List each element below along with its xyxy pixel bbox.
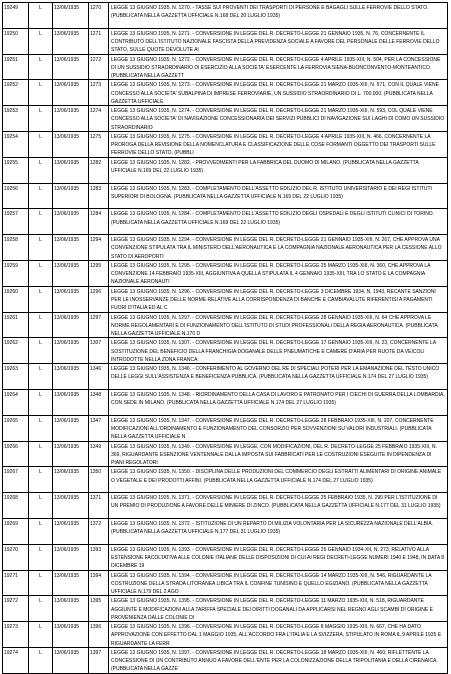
row-type-cell — [29, 596, 53, 621]
row-date: 13/06/1935 — [54, 366, 80, 373]
row-number: 1273 — [90, 82, 102, 89]
row-number-cell — [89, 622, 109, 647]
row-type: L — [39, 495, 42, 502]
table-row — [2, 389, 448, 416]
row-number: 1294 — [90, 237, 102, 244]
row-number: 1295 — [90, 263, 102, 269]
row-title: LEGGE 13 GIUGNO 1935, N. 1396. - CONVERSIONE IN LEGGE DEL R. DECRETO-LEGGE 8 MAGGIO 1935-XIII, N. 667, CHE HA DATO APPROVAZIONE CON EFFETTO DAL 1 MAGGIO 1935, ALL'ACCORDO FRA L'ITALIA E LA SVIZZERA, STIPULATO IN ROMA IL 9 APRILE 1935 E RIGUARDANTE LA FERR — [111, 624, 442, 647]
row-title: LEGGE 13 GIUGNO 1935, N. 1348. - RIORDINAMENTO DELLA CASA DI LAVORO E PATRONATO PER I CIECHI DI GUERRA DELLA LOMBARDIA, CON SEDE IN MILANO. (PUBBLICATA NELLA GAZZETTA UFFICIALE N.174 DEL 27 LUGLIO 1935) — [111, 392, 445, 407]
row-type: L — [39, 82, 42, 89]
row-date-cell — [53, 545, 89, 570]
row-title-cell — [109, 313, 447, 338]
row-id: 19261 — [4, 314, 18, 321]
row-number: 1307 — [90, 340, 102, 347]
row-number-cell — [89, 184, 109, 209]
row-number: 1283 — [90, 185, 102, 192]
row-date: 13/06/1935 — [54, 546, 80, 553]
row-title-cell — [109, 55, 447, 80]
row-number: 1272 — [90, 56, 102, 63]
table-row — [2, 492, 448, 519]
row-number: 1270 — [90, 5, 102, 11]
row-type: L — [39, 598, 42, 605]
row-date-cell — [53, 55, 89, 80]
row-date-cell — [53, 416, 89, 441]
row-id-cell — [3, 622, 29, 647]
row-title: LEGGE 13 GIUGNO 1935, N. 1283. - COMPLETAMENTO DELL'ASSETTO EDILIZIO DEL R. ISTITUTO UNIVERSITARIO E DEI REGI ISTITUTI SUPERIORI DI BOLOGNA. (PUBBLICATA NELLA GAZZETTA UFFICIALE N.169 DEL 22 LUGLIO 1935) — [111, 185, 432, 200]
row-title-cell — [109, 80, 447, 105]
row-type-cell — [29, 416, 53, 441]
row-id-cell — [3, 235, 29, 260]
row-type: L — [39, 392, 42, 398]
row-number-cell — [89, 132, 109, 157]
row-type-cell — [29, 55, 53, 80]
table-row — [2, 544, 448, 571]
row-date: 13/06/1935 — [54, 417, 80, 424]
row-title-cell — [109, 3, 447, 28]
row-number-cell — [89, 313, 109, 338]
row-title-cell — [109, 571, 447, 596]
row-title: LEGGE 13 GIUGNO 1935, N. 1350. - DISCIPLINA DELLE PRODUZIONI DEL COMMERCIO DEGLI ESTRATTI ALIMENTARI DI ORIGINE ANIMALE O VEGETALE E DEI PRODOTTI AFFINI. (PUBBLICATA NELLA GAZZETTA UFFICIALE N.174 DEL 27 LUGLIO 1935) — [111, 469, 442, 484]
row-date: 13/06/1935 — [54, 211, 80, 218]
row-date-cell — [53, 80, 89, 105]
row-date-cell — [53, 338, 89, 363]
row-title-cell — [109, 416, 447, 441]
row-id-cell — [3, 55, 29, 80]
row-title: LEGGE 13 GIUGNO 1935, N. 1393. - CONVERSIONE IN LEGGE DEL R. DECRETO-LEGGE 26 GENNAIO 1934-XII, N. 273, RELATIVO ALLA ESTENSIONE FACOLTATIVA ALLE COLONIE ITALIANE DELLE DISPOSIZIONI DI CUI AI REGI DECRETI-LEGGE NUMERI 1940 E 1948, IN DATA 8 DICEMBRE 19 — [111, 546, 445, 570]
row-type-cell — [29, 235, 53, 260]
row-type-cell — [29, 519, 53, 544]
row-title-cell — [109, 235, 447, 260]
row-type: L — [39, 263, 42, 269]
row-id-cell — [3, 571, 29, 596]
row-date-cell — [53, 184, 89, 209]
row-date: 13/06/1935 — [54, 469, 80, 476]
row-date: 13/06/1935 — [54, 82, 80, 89]
row-date: 13/06/1935 — [54, 340, 80, 347]
row-date: 13/06/1935 — [54, 288, 80, 295]
row-date: 13/06/1935 — [54, 30, 80, 37]
row-date: 13/06/1935 — [54, 185, 80, 192]
row-number-cell — [89, 261, 109, 286]
row-type: L — [39, 572, 42, 579]
row-id: 19250 — [4, 30, 18, 37]
row-date: 13/06/1935 — [54, 392, 80, 398]
row-date: 13/06/1935 — [54, 56, 80, 63]
row-type: L — [39, 237, 42, 244]
row-title: LEGGE 13 GIUGNO 1935, N. 1270. - TASSE SUI PROVENTI DEI TRASPORTI DI PERSONE E BAGAGLI SULLE FERROVIE DELLO STATO. (PUBBLICATA NELLA GAZZETTA UFFICIALE N.168 DEL 20 LUGLIO 1935) — [111, 5, 429, 20]
row-id: 19266 — [4, 443, 18, 450]
table-row — [2, 157, 448, 184]
table-row — [2, 105, 448, 132]
row-title-cell — [109, 106, 447, 131]
row-type: L — [39, 521, 42, 527]
row-id: 19267 — [4, 469, 18, 476]
row-number-cell — [89, 338, 109, 363]
row-date-cell — [53, 390, 89, 415]
row-id-cell — [3, 261, 29, 286]
row-type-cell — [29, 261, 53, 286]
row-date-cell — [53, 261, 89, 286]
row-number-cell — [89, 519, 109, 544]
row-id: 19257 — [4, 211, 18, 218]
row-date-cell — [53, 571, 89, 596]
row-type-cell — [29, 545, 53, 570]
row-number: 1297 — [90, 314, 102, 321]
row-id: 19271 — [4, 572, 18, 579]
row-title-cell — [109, 184, 447, 209]
table-row — [2, 570, 448, 597]
row-id: 19256 — [4, 185, 18, 192]
row-id-cell — [3, 3, 29, 28]
table-row — [2, 441, 448, 468]
row-title: LEGGE 13 GIUGNO 1935, N. 1395. - CONVERSIONE IN LEGGE DEL R. DECRETO-LEGGE 11 MARZO 1935-XIII, N. 518, RIGUARDANTE AGGIUNTE E MODIFICAZIONI ALLA TARIFFA SPECIALE DEI DIRITTI DOGANALI DA APPLICARSI NEL REGNO AGLI SCAMBI DI ORIGINE E PROVENIENZA DALLE COLONIE DI — [111, 598, 433, 621]
row-id: 19270 — [4, 546, 18, 553]
row-title-cell — [109, 209, 447, 234]
row-number: 1282 — [90, 159, 102, 166]
row-number-cell — [89, 596, 109, 621]
row-id-cell — [3, 364, 29, 389]
row-title-cell — [109, 338, 447, 363]
row-id-cell — [3, 493, 29, 518]
row-title-cell — [109, 287, 447, 312]
row-id: 19263 — [4, 366, 18, 373]
row-number-cell — [89, 80, 109, 105]
table-row — [2, 183, 448, 210]
row-id-cell — [3, 287, 29, 312]
row-title-cell — [109, 29, 447, 54]
row-type-cell — [29, 184, 53, 209]
row-type-cell — [29, 390, 53, 415]
row-title: LEGGE 13 GIUGNO 1935, N. 1296. - CONVERSIONE IN LEGGE DEL R. DECRETO-LEGGE 3 DICEMBRE 1934, N. 1943, RECANTE SANZIONI PER LE INOSSERVANZE DELLE NORME RELATIVE ALLA CORRISPONDENZA DI BANCHE E CAMBIAVALUTE RIFERENTISI A PAGAMENTI FUORI D'ITALIA ED AL C — [111, 288, 436, 312]
row-number-cell — [89, 106, 109, 131]
row-date: 13/06/1935 — [54, 263, 80, 269]
row-id-cell — [3, 596, 29, 621]
row-date-cell — [53, 209, 89, 234]
row-type: L — [39, 417, 42, 424]
row-date: 13/06/1935 — [54, 495, 80, 502]
row-id-cell — [3, 519, 29, 544]
row-number: 1348 — [90, 392, 102, 398]
row-id: 19249 — [4, 5, 18, 11]
row-title: LEGGE 13 GIUGNO 1935, N. 1273. - CONVERSIONE IN LEGGE DEL R. DECRETO-LEGGE 21 MARZO 1935-XIII, N. 571, CON IL QUALE VIENE CONCESSO ALLA SOCIETA' SUBALPINA DI IMPRESE FERROVIARIE, UN SUSSIDIO STRAORDINARIO DI L. 700.000. (PUBBLICATA NELLA GAZZETTA UFFICIALE — [111, 82, 439, 105]
table-row — [2, 2, 448, 29]
row-id: 19251 — [4, 56, 18, 63]
row-title: LEGGE 13 GIUGNO 1935, N. 1349. - CONVERSIONE IN LEGGE, CON MODIFICAZIONI, DEL R. DECRETO-LEGGE 25 FEBBRAIO 1935-XIII, N. 369, RIGUARDANTE ESENZIONE VENTENNALE DALLA IMPOSTA SUI FABBRICATI PER LE COSTRUZIONI ESEGUITE IN DIPENDENZA DI PIANI REGOLATORI — [111, 443, 437, 466]
row-id-cell — [3, 80, 29, 105]
table-row — [2, 208, 448, 235]
row-id: 19260 — [4, 288, 18, 295]
row-id-cell — [3, 132, 29, 157]
row-id: 19253 — [4, 108, 18, 115]
row-number: 1271 — [90, 30, 102, 37]
row-type-cell — [29, 29, 53, 54]
row-type-cell — [29, 287, 53, 312]
row-number: 1296 — [90, 288, 102, 295]
row-title: LEGGE 13 GIUGNO 1935, N. 1295. - CONVERSIONE IN LEGGE DEL R. DECRETO-LEGGE 25 MARZO 1935-XIII, N. 360, CHE APPROVA LA CONVENZIONE 14 FEBBRAIO 1935-XIII, AGGIUNTIVA A QUELLA STIPULATA IL 4 GENNAIO 1935-XIII, TRA LO STATO E LA COMPAGNIA NAZIONALE AERONAUTI — [111, 263, 431, 286]
row-title: LEGGE 13 GIUGNO 1935, N. 1346. - CONFERIMENTO AL GOVERNO DEL RE DI SPECIALI POTERI PER LA EMANAZIONE DEL TESTO UNICO DELLE LEGGI SULL'ASSISTENZA E BENEFICENZA PUBBLICA. (PUBBLICATA NELLA GAZZETTA UFFICIALE N.174 DEL 27 LUGLIO 1935) — [111, 366, 440, 381]
row-date-cell — [53, 235, 89, 260]
row-title: LEGGE 13 GIUGNO 1935, N. 1282. - PROVVEDIMENTI PER LA FABBRICA DEL DUOMO DI MILANO. (PUBBLICATA NELLA GAZZETTA UFFICIALE N.169 DEL 22 LUGLIO 1935) — [111, 159, 419, 174]
table-row — [2, 234, 448, 261]
row-id: 19255 — [4, 159, 18, 166]
row-type-cell — [29, 80, 53, 105]
row-id: 19254 — [4, 134, 18, 140]
row-id-cell — [3, 106, 29, 131]
row-id: 19265 — [4, 417, 18, 424]
row-number-cell — [89, 209, 109, 234]
row-type-cell — [29, 467, 53, 492]
row-type: L — [39, 650, 42, 656]
row-type-cell — [29, 364, 53, 389]
row-date: 13/06/1935 — [54, 443, 80, 450]
row-type-cell — [29, 571, 53, 596]
row-number-cell — [89, 467, 109, 492]
table-row — [2, 415, 448, 442]
row-type: L — [39, 366, 42, 373]
row-number: 1350 — [90, 469, 102, 476]
row-title: LEGGE 13 GIUGNO 1935, N. 1394. - CONVERSIONE IN LEGGE DEL R. DECRETO-LEGGE 14 MARZO 1935-XIII, N. 546, RIGUARDANTE LA COSTRUZIONE DELLA STRADA LITORANEA LIBICA TRA IL CONFINE TUNISINO E QUELLO EGIZIANO. (PUBBLICATA NELLA GAZZETTA UFFICIALE N.179 DEL 2 AGO — [111, 572, 432, 595]
row-date-cell — [53, 3, 89, 28]
row-date-cell — [53, 158, 89, 183]
row-number: 1395 — [90, 598, 102, 605]
row-id-cell — [3, 209, 29, 234]
row-number-cell — [89, 390, 109, 415]
row-date: 13/06/1935 — [54, 5, 80, 11]
row-number-cell — [89, 55, 109, 80]
table-row — [2, 131, 448, 158]
row-id: 19274 — [4, 650, 18, 656]
row-title-cell — [109, 519, 447, 544]
row-title-cell — [109, 622, 447, 647]
row-date-cell — [53, 467, 89, 492]
row-id: 19268 — [4, 495, 18, 502]
row-title: LEGGE 13 GIUGNO 1935, N. 1307. - CONVERSIONE IN LEGGE DEL R. DECRETO-LEGGE 17 GENNAIO 1935-XIII, N. 23, CONCERNENTE LA SOSTITUZIONE DEL BENEFICIO DELLA FRANCHIGIA DOGANALE DELLE PNEUMATICHE E CAMERE D'ARIA PER RUOTE DA VEICOLI INTRODOTTE NELLA ZONA FRANCA — [111, 340, 436, 363]
table-row — [2, 337, 448, 364]
row-id: 19273 — [4, 624, 18, 631]
table-row — [2, 286, 448, 313]
row-title: LEGGE 13 GIUGNO 1935, N. 1284. - COMPLETAMENTO DELL'ASSETTO EDILIZIO DEGLI OSPEDALI E DEGLI ISTITUTI CLINICI DI TORINO. (PUBBLICATA NELLA GAZZETTA UFFICIALE N.169 DEL 22 LUGLIO 1935) — [111, 211, 435, 226]
row-type: L — [39, 159, 42, 166]
row-id: 19252 — [4, 82, 18, 89]
row-number-cell — [89, 235, 109, 260]
row-id: 19264 — [4, 392, 18, 398]
row-date-cell — [53, 493, 89, 518]
row-type-cell — [29, 209, 53, 234]
row-title-cell — [109, 545, 447, 570]
row-date: 13/06/1935 — [54, 314, 80, 321]
row-type: L — [39, 288, 42, 295]
row-date: 13/06/1935 — [54, 624, 80, 631]
row-number: 1275 — [90, 134, 102, 140]
row-title: LEGGE 13 GIUGNO 1935, N. 1294. - CONVERSIONE IN LEGGE DEL R. DECRETO-LEGGE 21 GENNAIO 1935-XIII, N. 267, CHE APPROVA UNA CONVENZIONE STIPULATA TRA IL MINISTERO DELL'AERONAUTICA E LA COMPAGNIA NAZIONALE AERONAUTICA PER LA CESSIONE ALLO STATO DI AEROPORTI — [111, 237, 442, 260]
row-type: L — [39, 5, 42, 11]
row-number-cell — [89, 493, 109, 518]
row-number-cell — [89, 158, 109, 183]
row-id-cell — [3, 390, 29, 415]
row-title-cell — [109, 596, 447, 621]
row-number-cell — [89, 364, 109, 389]
row-date: 13/06/1935 — [54, 237, 80, 244]
row-type: L — [39, 443, 42, 450]
row-number: 1274 — [90, 108, 102, 115]
table-row — [2, 28, 448, 55]
table-row — [2, 312, 448, 339]
row-title-cell — [109, 390, 447, 415]
row-number: 1397 — [90, 650, 102, 656]
row-type: L — [39, 108, 42, 115]
row-date: 13/06/1935 — [54, 650, 80, 656]
row-number: 1346 — [90, 366, 102, 373]
row-id-cell — [3, 29, 29, 54]
row-date-cell — [53, 313, 89, 338]
row-date: 13/06/1935 — [54, 572, 80, 579]
row-type-cell — [29, 442, 53, 467]
row-date-cell — [53, 596, 89, 621]
row-title-cell — [109, 261, 447, 286]
row-type-cell — [29, 3, 53, 28]
row-id-cell — [3, 442, 29, 467]
row-type: L — [39, 624, 42, 631]
row-title: LEGGE 13 GIUGNO 1935, N. 1347. - CONVERSIONE IN LEGGE DEL R. DECRETO-LEGGE 28 FEBBRAIO 1935-XIII, N. 207, CONCERNENTE MODIFICAZIONI ALL'ORDINAMENTO E FUNZIONAMENTO DEL CONSORZIO PER SOVVENZIONI SU VALORI INDUSTRIALI. (PUBBLICATA NELLA GAZZETTA UFFICIALE N — [111, 417, 434, 441]
row-type: L — [39, 56, 42, 63]
row-type: L — [39, 185, 42, 192]
row-title: LEGGE 13 GIUGNO 1935, N. 1372. - ISTITUZIONE DI UN REPARTO DI MILIZIA VOLONTARIA PER LA SICUREZZA NAZIONALE DELL'ALBIA. (PUBBLICATA NELLA GAZZETTA UFFICIALE N.177 DEL 31 LUGLIO 1935) — [111, 521, 434, 536]
table-row — [2, 54, 448, 81]
row-date-cell — [53, 519, 89, 544]
row-type: L — [39, 340, 42, 347]
row-type: L — [39, 314, 42, 321]
row-number-cell — [89, 287, 109, 312]
table-row — [2, 79, 448, 106]
row-id: 19262 — [4, 340, 18, 347]
row-id-cell — [3, 545, 29, 570]
table-row — [2, 518, 448, 545]
row-date-cell — [53, 106, 89, 131]
row-id: 19272 — [4, 598, 18, 605]
row-type-cell — [29, 132, 53, 157]
row-title: LEGGE 13 GIUGNO 1935, N. 1274. - CONVERSIONE IN LEGGE DEL R. DECRETO-LEGGE 21 MARZO 1935-XIII, N. 593, COL QUALE VIENE CONCESSO ALLA SOCIETA' DI NAVIGAZIONE CONCESSIONARIA DEI SERVIZI PUBBLICI DI NAVIGAZIONE SUI LAGHI DI COMO UN SUSSIDIO STRAORDINARIO — [111, 108, 445, 131]
row-type: L — [39, 211, 42, 218]
row-number-cell — [89, 416, 109, 441]
row-number-cell — [89, 29, 109, 54]
row-id-cell — [3, 184, 29, 209]
row-date-cell — [53, 287, 89, 312]
row-title: LEGGE 13 GIUGNO 1935, N. 1271. - CONVERSIONE IN LEGGE DEL R. DECRETO-LEGGE 21 GENNAIO 1935, N. 76, CONCERNENTE IL CONTRIBUTO DELL'ISTITUTO NAZIONALE FASCISTA DELLA PREVIDENZA SOCIALE A FAVORE DEL PERSONALE DELLE FERROVIE DELLO STATO, SULLE QUOTE DEVOLUTE AI — [111, 30, 440, 54]
row-title-cell — [109, 467, 447, 492]
row-number: 1393 — [90, 546, 102, 553]
row-date: 13/06/1935 — [54, 134, 80, 140]
row-number: 1396 — [90, 624, 102, 631]
table-row — [2, 466, 448, 493]
row-id-cell — [3, 416, 29, 441]
row-number: 1349 — [90, 443, 102, 450]
row-type-cell — [29, 493, 53, 518]
table-row — [2, 595, 448, 622]
row-number: 1347 — [90, 417, 102, 424]
row-type: L — [39, 134, 42, 140]
row-id-cell — [3, 313, 29, 338]
table-row — [2, 363, 448, 390]
row-title-cell — [109, 442, 447, 467]
row-date: 13/06/1935 — [54, 521, 80, 527]
row-number: 1284 — [90, 211, 102, 218]
row-type-cell — [29, 338, 53, 363]
row-number-cell — [89, 571, 109, 596]
row-date-cell — [53, 132, 89, 157]
row-type-cell — [29, 106, 53, 131]
row-date-cell — [53, 29, 89, 54]
table-row — [2, 621, 448, 648]
row-date: 13/06/1935 — [54, 159, 80, 166]
row-id-cell — [3, 338, 29, 363]
row-id: 19258 — [4, 237, 18, 244]
row-title-cell — [109, 132, 447, 157]
row-type: L — [39, 546, 42, 553]
row-id-cell — [3, 467, 29, 492]
row-title: LEGGE 13 GIUGNO 1935, N. 1297. - CONVERSIONE IN LEGGE DEL R. DECRETO-LEGGE 28 GENNAIO 1935-XIII, N. 64 CHE APPROVA LE NORME REGOLAMENTARI E DI FUNZIONAMENTO DELL'ISTITUTO DI STUDI PROFESSIONALI DELLA REGIA AERONAUTICA. (PUBBLICATA NELLA GAZZETTA UFFICIALE N.170 D — [111, 314, 438, 337]
row-type-cell — [29, 622, 53, 647]
row-date: 13/06/1935 — [54, 598, 80, 605]
row-title: LEGGE 13 GIUGNO 1935, N. 1371. - CONVERSIONE IN LEGGE DEL R. DECRETO-LEGGE 25 FEBBRAIO 1935, N. 290 PER L'ISTITUZIONE DI UN PREMIO DI PRODUZIONE A FAVORE DELLE MINIERE DI ZINCO. (PUBBLICATA NELLA GAZZETTA UFFICIALE N.177 DEL 31 LUGLIO 1935) — [111, 495, 441, 510]
row-number: 1372 — [90, 521, 102, 527]
row-title-cell — [109, 493, 447, 518]
row-id: 19259 — [4, 263, 18, 269]
row-date-cell — [53, 622, 89, 647]
row-number-cell — [89, 545, 109, 570]
row-date-cell — [53, 364, 89, 389]
row-type: L — [39, 469, 42, 476]
row-id: 19269 — [4, 521, 18, 527]
row-title-cell — [109, 158, 447, 183]
row-number: 1394 — [90, 572, 102, 579]
row-type-cell — [29, 313, 53, 338]
row-number-cell — [89, 442, 109, 467]
row-title: LEGGE 13 GIUGNO 1935, N. 1275. - CONVERSIONE IN LEGGE DEL R. DECRETO-LEGGE 4 APRILE 1935-XIII, N. 466, CONCERNENTE LA PROROGA DELLA REVISIONE DELLA NOMENCLATURA E CLASSIFICAZIONE DELLE COSE FORMANTI OGGETTO DEI TRASPORTI SULLE FERROVIE DELLO STATO. (PUBBLI — [111, 134, 436, 157]
row-number: 1371 — [90, 495, 102, 502]
row-title-cell — [109, 364, 447, 389]
row-date-cell — [53, 442, 89, 467]
table-row — [2, 647, 448, 674]
table-row — [2, 260, 448, 287]
row-title: LEGGE 13 GIUGNO 1935, N. 1397. - CONVERSIONE IN LEGGE DEL R. DECRETO-LEGGE 18 MARZO 1935-XIII, N. 460, RIFLETTENTE LA CONCESSIONE DI UN CONTRIBUTO ANNUO A FAVORE DELL'ENTE PER LA COLONIZZAZIONE DELLA TRIPOLITANIA E DELLA CIRENAICA. (PUBBLICATA NELLA GAZZE — [111, 650, 438, 673]
row-id-cell — [3, 158, 29, 183]
row-title: LEGGE 13 GIUGNO 1935, N. 1272. - CONVERSIONE IN LEGGE DEL R. DECRETO-LEGGE 4 APRILE 1935-XIII, N. 504, PER LA CONCESSIONE DI UN SUSSIDIO STRAORDINARIO DI ESERCIZIO ALLA SOCIETA' ESERCENTE LA FERROVIA SIENA-BUONCONVENTO-MONTEANTICO. (PUBBLICATA NELLA GAZZETT — [111, 56, 441, 79]
row-date: 13/06/1935 — [54, 108, 80, 115]
row-type-cell — [29, 158, 53, 183]
row-number-cell — [89, 3, 109, 28]
row-type: L — [39, 30, 42, 37]
